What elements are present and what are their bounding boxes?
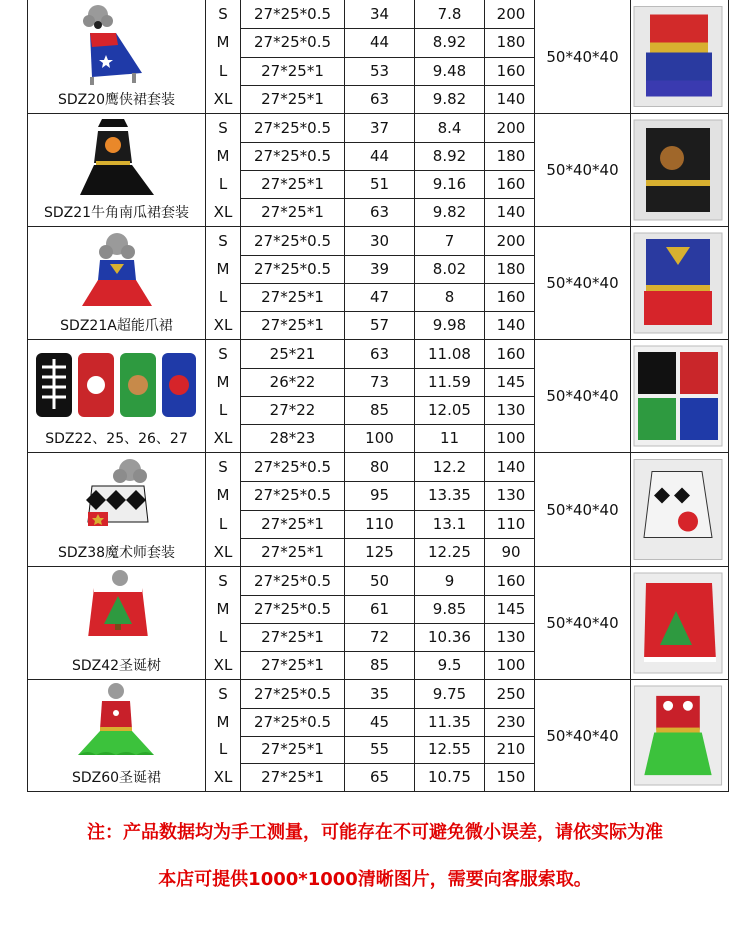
quantity-cell: 85	[369, 401, 390, 419]
size-cell: S	[218, 572, 228, 590]
quantity-cell: 55	[369, 740, 390, 759]
quantity-cell: 51	[369, 175, 390, 193]
pieces-cell: 200	[496, 119, 526, 137]
weight-cell: 9.85	[432, 600, 467, 618]
quantity-cell: 65	[369, 768, 390, 787]
weight-cell: 11	[439, 429, 460, 447]
dog-superhero-dress-photo	[72, 3, 162, 85]
size-cell: XL	[213, 89, 233, 108]
weight-cell: 9.16	[432, 175, 467, 193]
weight-cell: 7.8	[437, 5, 462, 24]
weight-cell: 13.35	[428, 486, 471, 505]
dimension-cell: 27*22	[269, 401, 316, 419]
weight-cell: 9	[444, 572, 455, 590]
dimension-cell: 27*25*1	[261, 740, 324, 759]
quantity-cell: 73	[369, 373, 390, 391]
dimension-cell: 26*22	[269, 373, 316, 391]
size-cell: M	[216, 486, 230, 505]
packaged-product-photo	[632, 118, 724, 222]
pieces-cell: 180	[496, 33, 526, 52]
quantity-cell: 63	[369, 345, 390, 363]
dimension-cell: 27*25*0.5	[253, 684, 332, 703]
product-photo-cell	[28, 114, 205, 226]
pieces-cell: 145	[496, 373, 526, 391]
carton-size-cell: 50*40*40	[546, 274, 619, 292]
dimension-cell: 27*25*1	[261, 288, 324, 306]
pieces-cell: 160	[496, 61, 526, 80]
quantity-cell: 34	[369, 5, 390, 24]
weight-cell: 9.75	[432, 684, 467, 703]
size-cell: S	[218, 458, 228, 477]
pieces-cell: 160	[496, 175, 526, 193]
quantity-cell: 110	[365, 514, 394, 533]
weight-cell: 9.82	[432, 203, 467, 221]
carton-size-cell: 50*40*40	[546, 387, 619, 405]
product-group-sdz22-27	[27, 340, 729, 453]
pieces-cell: 250	[496, 684, 526, 703]
product-code-label: SDZ21牛角南瓜裙套装	[43, 205, 190, 221]
pieces-cell: 140	[496, 203, 526, 221]
product-code-label: SDZ42圣诞树	[71, 658, 162, 674]
weight-cell: 8.92	[432, 147, 467, 165]
product-photo-cell	[28, 680, 205, 791]
dimension-cell: 27*25*1	[261, 316, 324, 334]
weight-cell: 11.59	[428, 373, 471, 391]
dimension-cell: 27*25*0.5	[253, 147, 332, 165]
pieces-cell: 180	[496, 147, 526, 165]
dimension-cell: 28*23	[269, 429, 316, 447]
weight-cell: 9.48	[432, 61, 467, 80]
weight-cell: 12.2	[432, 458, 467, 477]
dimension-cell: 27*25*0.5	[253, 260, 332, 278]
quantity-cell: 61	[369, 600, 390, 618]
quantity-cell: 44	[369, 147, 390, 165]
size-cell: L	[218, 175, 228, 193]
carton-size-cell: 50*40*40	[546, 726, 619, 745]
pieces-cell: 100	[496, 656, 526, 674]
quantity-cell: 80	[369, 458, 390, 477]
size-cell: M	[216, 33, 230, 52]
product-photo-cell	[28, 453, 205, 566]
size-cell: L	[218, 628, 228, 646]
quantity-cell: 35	[369, 684, 390, 703]
quantity-cell: 95	[369, 486, 390, 505]
dimension-cell: 27*25*0.5	[253, 5, 332, 24]
carton-size-cell: 50*40*40	[546, 500, 619, 519]
dimension-cell: 27*25*0.5	[253, 232, 332, 250]
product-group-sdz21	[27, 114, 729, 227]
packaged-product-photo	[632, 231, 724, 335]
pieces-cell: 210	[496, 740, 526, 759]
pieces-cell: 140	[496, 89, 526, 108]
dimension-cell: 27*25*0.5	[253, 486, 332, 505]
dimension-cell: 27*25*0.5	[253, 458, 332, 477]
pieces-cell: 230	[496, 712, 526, 731]
pieces-cell: 90	[501, 542, 521, 561]
quantity-cell: 47	[369, 288, 390, 306]
size-cell: M	[216, 260, 230, 278]
christmas-tree-coat-photo	[72, 570, 162, 652]
size-cell: S	[218, 5, 228, 24]
dimension-cell: 27*25*1	[261, 768, 324, 787]
pieces-cell: 200	[496, 5, 526, 24]
packaged-product-photo	[632, 684, 724, 787]
pieces-cell: 110	[496, 514, 526, 533]
dimension-cell: 27*25*0.5	[253, 33, 332, 52]
pieces-cell: 140	[496, 458, 526, 477]
pieces-cell: 130	[496, 401, 526, 419]
dimension-cell: 25*21	[269, 345, 316, 363]
packaged-product-photo	[632, 4, 724, 109]
product-photo-cell	[28, 227, 205, 339]
magician-costume-photo	[72, 456, 162, 538]
quantity-cell: 53	[369, 61, 390, 80]
product-group-sdz20	[27, 0, 729, 114]
dimension-cell: 27*25*1	[261, 61, 324, 80]
product-size-table	[27, 0, 729, 792]
weight-cell: 13.1	[432, 514, 467, 533]
weight-cell: 10.75	[428, 768, 471, 787]
dimension-cell: 27*25*1	[261, 514, 324, 533]
product-group-sdz60	[27, 680, 729, 792]
dimension-cell: 27*25*0.5	[253, 119, 332, 137]
weight-cell: 8.02	[432, 260, 467, 278]
weight-cell: 8	[444, 288, 455, 306]
pieces-cell: 130	[496, 628, 526, 646]
quantity-cell: 72	[369, 628, 390, 646]
dimension-cell: 27*25*1	[261, 175, 324, 193]
dimension-cell: 27*25*1	[261, 89, 324, 108]
weight-cell: 7	[444, 232, 455, 250]
pieces-cell: 150	[496, 768, 526, 787]
super-claw-dress-photo	[72, 230, 162, 312]
dimension-cell: 27*25*0.5	[253, 600, 332, 618]
size-cell: L	[218, 740, 228, 759]
four-sweaters-photo	[34, 343, 198, 425]
size-cell: XL	[213, 429, 233, 447]
weight-cell: 12.05	[428, 401, 471, 419]
weight-cell: 8.4	[437, 119, 462, 137]
pieces-cell: 130	[496, 486, 526, 505]
quantity-cell: 30	[369, 232, 390, 250]
quantity-cell: 125	[365, 542, 394, 561]
pieces-cell: 140	[496, 316, 526, 334]
packaged-product-photo	[632, 571, 724, 675]
dimension-cell: 27*25*1	[261, 656, 324, 674]
product-group-sdz42	[27, 567, 729, 680]
weight-cell: 11.35	[428, 712, 471, 731]
size-cell: S	[218, 232, 228, 250]
weight-cell: 12.25	[428, 542, 471, 561]
carton-size-cell: 50*40*40	[546, 161, 619, 179]
weight-cell: 9.98	[432, 316, 467, 334]
pieces-cell: 160	[496, 288, 526, 306]
size-cell: L	[218, 401, 228, 419]
product-group-sdz21a	[27, 227, 729, 340]
product-code-label: SDZ22、25、26、27	[45, 431, 188, 447]
product-photo-cell	[28, 0, 205, 113]
quantity-cell: 63	[369, 89, 390, 108]
pieces-cell: 100	[496, 429, 526, 447]
size-cell: XL	[213, 542, 233, 561]
image-request-note: 本店可提供1000*1000清晰图片，需要向客服索取。	[158, 869, 592, 890]
dimension-cell: 27*25*0.5	[253, 572, 332, 590]
packaged-product-photo	[632, 457, 724, 562]
quantity-cell: 50	[369, 572, 390, 590]
quantity-cell: 44	[369, 33, 390, 52]
product-photo-cell	[28, 567, 205, 679]
size-cell: L	[218, 288, 228, 306]
product-code-label: SDZ21A超能爪裙	[60, 318, 173, 334]
quantity-cell: 63	[369, 203, 390, 221]
weight-cell: 11.08	[428, 345, 471, 363]
carton-size-cell: 50*40*40	[546, 47, 619, 66]
weight-cell: 9.82	[432, 89, 467, 108]
weight-cell: 10.36	[428, 628, 471, 646]
size-cell: L	[218, 514, 228, 533]
size-cell: M	[216, 712, 230, 731]
size-cell: S	[218, 684, 228, 703]
pieces-cell: 160	[496, 572, 526, 590]
quantity-cell: 37	[369, 119, 390, 137]
christmas-dress-photo	[72, 683, 162, 765]
dimension-cell: 27*25*1	[261, 628, 324, 646]
size-cell: S	[218, 345, 228, 363]
weight-cell: 9.5	[437, 656, 462, 674]
quantity-cell: 57	[369, 316, 390, 334]
size-cell: M	[216, 600, 230, 618]
quantity-cell: 85	[369, 656, 390, 674]
pieces-cell: 200	[496, 232, 526, 250]
size-cell: S	[218, 119, 228, 137]
size-cell: XL	[213, 203, 233, 221]
pieces-cell: 160	[496, 345, 526, 363]
size-cell: XL	[213, 316, 233, 334]
carton-size-cell: 50*40*40	[546, 614, 619, 632]
product-group-sdz38	[27, 453, 729, 567]
product-code-label: SDZ60圣诞裙	[71, 770, 162, 786]
measurement-disclaimer-note: 注：产品数据均为手工测量，可能存在不可避免微小误差，请依实际为准	[87, 822, 663, 843]
packaged-product-photo	[632, 344, 724, 448]
product-code-label: SDZ38魔术师套装	[57, 545, 176, 561]
size-cell: XL	[213, 768, 233, 787]
dimension-cell: 27*25*0.5	[253, 712, 332, 731]
pieces-cell: 180	[496, 260, 526, 278]
product-photo-cell	[28, 340, 205, 452]
size-cell: M	[216, 373, 230, 391]
dimension-cell: 27*25*1	[261, 542, 324, 561]
product-code-label: SDZ20鹰侠裙套装	[57, 92, 176, 108]
dimension-cell: 27*25*1	[261, 203, 324, 221]
quantity-cell: 45	[369, 712, 390, 731]
quantity-cell: 100	[365, 429, 394, 447]
weight-cell: 12.55	[428, 740, 471, 759]
size-cell: M	[216, 147, 230, 165]
pieces-cell: 145	[496, 600, 526, 618]
weight-cell: 8.92	[432, 33, 467, 52]
size-cell: XL	[213, 656, 233, 674]
size-cell: L	[218, 61, 228, 80]
quantity-cell: 39	[369, 260, 390, 278]
pumpkin-dress-photo	[72, 117, 162, 199]
